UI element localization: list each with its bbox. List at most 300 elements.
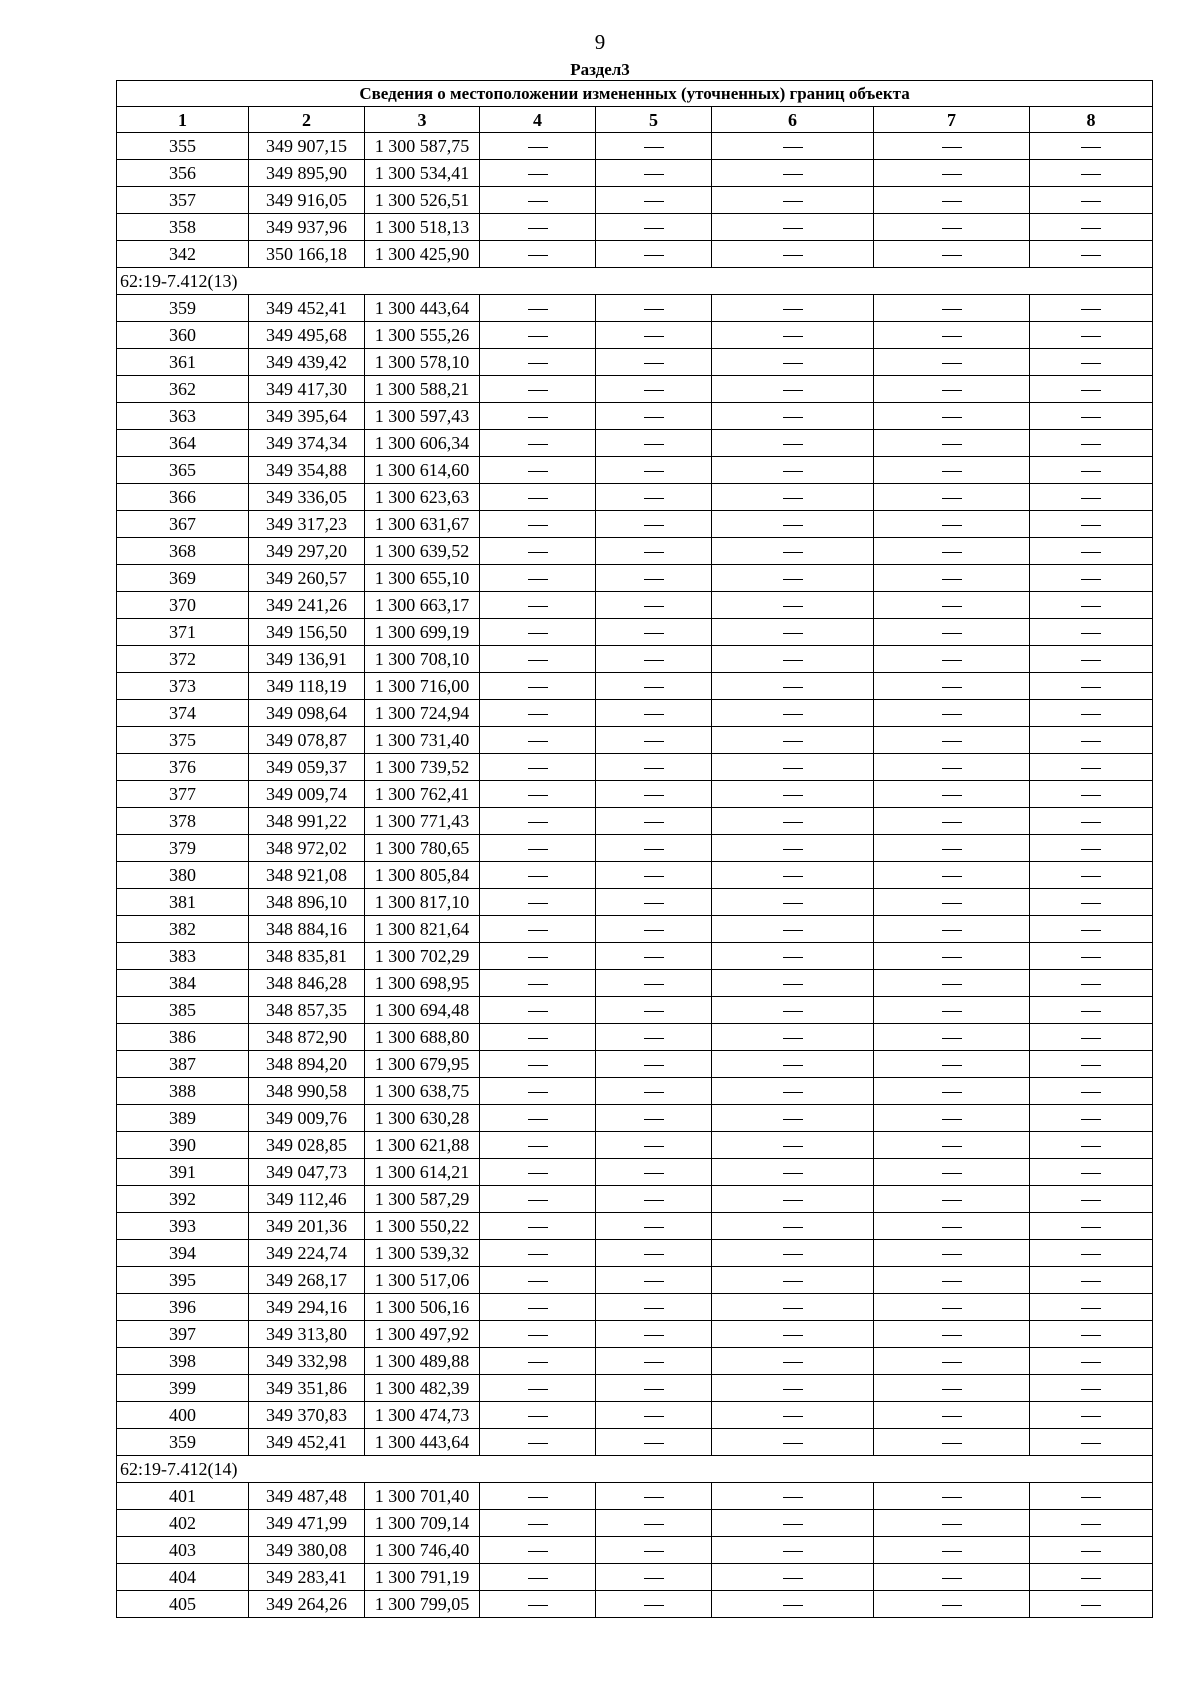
empty-cell: [712, 916, 874, 943]
y-coordinate-cell: 1 300 534,41: [365, 160, 480, 187]
dash-mark: [644, 633, 664, 634]
dash-mark: [528, 606, 548, 607]
dash-mark: [1081, 1200, 1101, 1201]
dash-mark: [644, 876, 664, 877]
table-row: [117, 835, 1153, 862]
empty-cell: [596, 1213, 712, 1240]
empty-cell: [480, 1024, 596, 1051]
empty-cell: [712, 1402, 874, 1429]
dash-mark: [644, 552, 664, 553]
point-number-cell: 378: [117, 808, 249, 835]
group-label: 62:19-7.412(13): [117, 268, 1153, 295]
empty-cell: [596, 457, 712, 484]
table-row: [117, 646, 1153, 673]
dash-mark: [942, 1551, 962, 1552]
table-row: [117, 1267, 1153, 1294]
x-coordinate-cell: 349 916,05: [249, 187, 365, 214]
point-number-cell: 369: [117, 565, 249, 592]
y-coordinate-cell: 1 300 578,10: [365, 349, 480, 376]
point-number-cell: 367: [117, 511, 249, 538]
empty-cell: [1030, 1186, 1153, 1213]
empty-cell: [712, 781, 874, 808]
column-header: 1: [117, 107, 249, 133]
dash-mark: [1081, 1443, 1101, 1444]
point-number-cell: 368: [117, 538, 249, 565]
point-number-cell: 357: [117, 187, 249, 214]
empty-cell: [1030, 970, 1153, 997]
empty-cell: [596, 943, 712, 970]
dash-mark: [783, 1119, 803, 1120]
dash-mark: [942, 1578, 962, 1579]
empty-cell: [874, 1159, 1030, 1186]
x-coordinate-cell: 349 156,50: [249, 619, 365, 646]
y-coordinate-cell: 1 300 587,75: [365, 133, 480, 160]
y-coordinate-cell: 1 300 799,05: [365, 1591, 480, 1618]
empty-cell: [1030, 349, 1153, 376]
empty-cell: [480, 1294, 596, 1321]
table-row: [117, 1078, 1153, 1105]
dash-mark: [528, 390, 548, 391]
x-coordinate-cell: 349 336,05: [249, 484, 365, 511]
dash-mark: [942, 660, 962, 661]
dash-mark: [783, 1389, 803, 1390]
empty-cell: [874, 1132, 1030, 1159]
y-coordinate-cell: 1 300 443,64: [365, 1429, 480, 1456]
empty-cell: [480, 484, 596, 511]
empty-cell: [874, 1294, 1030, 1321]
dash-mark: [1081, 498, 1101, 499]
empty-cell: [1030, 727, 1153, 754]
empty-cell: [712, 322, 874, 349]
empty-cell: [596, 538, 712, 565]
empty-cell: [480, 1510, 596, 1537]
empty-cell: [1030, 1105, 1153, 1132]
group-row: [117, 268, 1153, 295]
x-coordinate-cell: 349 895,90: [249, 160, 365, 187]
empty-cell: [480, 1348, 596, 1375]
dash-mark: [942, 201, 962, 202]
dash-mark: [644, 363, 664, 364]
dash-mark: [783, 1011, 803, 1012]
empty-cell: [712, 1240, 874, 1267]
empty-cell: [874, 1429, 1030, 1456]
dash-mark: [528, 714, 548, 715]
table-row: [117, 1240, 1153, 1267]
y-coordinate-cell: 1 300 731,40: [365, 727, 480, 754]
dash-mark: [644, 174, 664, 175]
empty-cell: [596, 484, 712, 511]
point-number-cell: 396: [117, 1294, 249, 1321]
dash-mark: [528, 687, 548, 688]
x-coordinate-cell: 348 835,81: [249, 943, 365, 970]
dash-mark: [1081, 741, 1101, 742]
empty-cell: [596, 1186, 712, 1213]
dash-mark: [1081, 1173, 1101, 1174]
dash-mark: [783, 606, 803, 607]
dash-mark: [644, 1281, 664, 1282]
dash-mark: [783, 687, 803, 688]
empty-cell: [596, 727, 712, 754]
point-number-cell: 385: [117, 997, 249, 1024]
empty-cell: [480, 754, 596, 781]
dash-mark: [528, 849, 548, 850]
empty-cell: [874, 1537, 1030, 1564]
x-coordinate-cell: 349 294,16: [249, 1294, 365, 1321]
y-coordinate-cell: 1 300 716,00: [365, 673, 480, 700]
dash-mark: [528, 309, 548, 310]
point-number-cell: 342: [117, 241, 249, 268]
y-coordinate-cell: 1 300 746,40: [365, 1537, 480, 1564]
dash-mark: [644, 498, 664, 499]
y-coordinate-cell: 1 300 506,16: [365, 1294, 480, 1321]
dash-mark: [942, 984, 962, 985]
dash-mark: [942, 552, 962, 553]
dash-mark: [528, 336, 548, 337]
empty-cell: [1030, 1537, 1153, 1564]
empty-cell: [480, 403, 596, 430]
dash-mark: [942, 228, 962, 229]
dash-mark: [783, 822, 803, 823]
y-coordinate-cell: 1 300 587,29: [365, 1186, 480, 1213]
column-header: 8: [1030, 107, 1153, 133]
empty-cell: [712, 484, 874, 511]
dash-mark: [528, 984, 548, 985]
empty-cell: [874, 700, 1030, 727]
point-number-cell: 381: [117, 889, 249, 916]
table-row: [117, 997, 1153, 1024]
dash-mark: [528, 660, 548, 661]
dash-mark: [783, 903, 803, 904]
dash-mark: [1081, 174, 1101, 175]
dash-mark: [644, 147, 664, 148]
point-number-cell: 355: [117, 133, 249, 160]
empty-cell: [1030, 1591, 1153, 1618]
y-coordinate-cell: 1 300 739,52: [365, 754, 480, 781]
empty-cell: [596, 1510, 712, 1537]
dash-mark: [644, 1227, 664, 1228]
empty-cell: [712, 511, 874, 538]
dash-mark: [528, 1605, 548, 1606]
point-number-cell: 380: [117, 862, 249, 889]
empty-cell: [480, 1186, 596, 1213]
empty-cell: [480, 1429, 596, 1456]
empty-cell: [712, 1591, 874, 1618]
empty-cell: [480, 376, 596, 403]
table-row: [117, 1186, 1153, 1213]
empty-cell: [712, 1294, 874, 1321]
dash-mark: [644, 309, 664, 310]
y-coordinate-cell: 1 300 791,19: [365, 1564, 480, 1591]
table-caption-row: [117, 81, 1153, 107]
point-number-cell: 400: [117, 1402, 249, 1429]
y-coordinate-cell: 1 300 655,10: [365, 565, 480, 592]
dash-mark: [528, 444, 548, 445]
empty-cell: [874, 1186, 1030, 1213]
coordinates-table: [116, 80, 1153, 1618]
empty-cell: [596, 592, 712, 619]
dash-mark: [942, 741, 962, 742]
x-coordinate-cell: 349 264,26: [249, 1591, 365, 1618]
dash-mark: [644, 228, 664, 229]
empty-cell: [1030, 322, 1153, 349]
dash-mark: [783, 525, 803, 526]
empty-cell: [712, 214, 874, 241]
dash-mark: [1081, 363, 1101, 364]
point-number-cell: 361: [117, 349, 249, 376]
dash-mark: [1081, 1551, 1101, 1552]
dash-mark: [783, 1605, 803, 1606]
empty-cell: [712, 943, 874, 970]
dash-mark: [942, 1362, 962, 1363]
dash-mark: [942, 606, 962, 607]
dash-mark: [644, 1335, 664, 1336]
empty-cell: [874, 1375, 1030, 1402]
dash-mark: [528, 633, 548, 634]
empty-cell: [712, 1537, 874, 1564]
empty-cell: [480, 673, 596, 700]
empty-cell: [596, 1564, 712, 1591]
dash-mark: [942, 1092, 962, 1093]
table-row: [117, 565, 1153, 592]
empty-cell: [1030, 781, 1153, 808]
empty-cell: [712, 1186, 874, 1213]
point-number-cell: 376: [117, 754, 249, 781]
dash-mark: [528, 768, 548, 769]
dash-mark: [1081, 903, 1101, 904]
column-header: 2: [249, 107, 365, 133]
dash-mark: [528, 957, 548, 958]
dash-mark: [528, 1011, 548, 1012]
x-coordinate-cell: 349 283,41: [249, 1564, 365, 1591]
x-coordinate-cell: 349 047,73: [249, 1159, 365, 1186]
empty-cell: [480, 457, 596, 484]
dash-mark: [1081, 309, 1101, 310]
empty-cell: [596, 862, 712, 889]
dash-mark: [1081, 1146, 1101, 1147]
table-row: [117, 1510, 1153, 1537]
dash-mark: [528, 471, 548, 472]
empty-cell: [712, 430, 874, 457]
dash-mark: [942, 255, 962, 256]
empty-cell: [874, 1591, 1030, 1618]
dash-mark: [528, 795, 548, 796]
empty-cell: [480, 916, 596, 943]
y-coordinate-cell: 1 300 621,88: [365, 1132, 480, 1159]
empty-cell: [712, 808, 874, 835]
dash-mark: [783, 1443, 803, 1444]
empty-cell: [712, 835, 874, 862]
y-coordinate-cell: 1 300 699,19: [365, 619, 480, 646]
empty-cell: [874, 862, 1030, 889]
empty-cell: [596, 133, 712, 160]
empty-cell: [480, 133, 596, 160]
empty-cell: [712, 1429, 874, 1456]
empty-cell: [1030, 754, 1153, 781]
dash-mark: [1081, 606, 1101, 607]
dash-mark: [942, 714, 962, 715]
x-coordinate-cell: 348 896,10: [249, 889, 365, 916]
empty-cell: [1030, 1348, 1153, 1375]
dash-mark: [942, 1254, 962, 1255]
dash-mark: [528, 228, 548, 229]
table-row: [117, 1213, 1153, 1240]
y-coordinate-cell: 1 300 539,32: [365, 1240, 480, 1267]
empty-cell: [712, 619, 874, 646]
dash-mark: [528, 1200, 548, 1201]
dash-mark: [942, 1011, 962, 1012]
y-coordinate-cell: 1 300 694,48: [365, 997, 480, 1024]
dash-mark: [942, 417, 962, 418]
table-row: [117, 754, 1153, 781]
empty-cell: [712, 403, 874, 430]
empty-cell: [874, 1213, 1030, 1240]
y-coordinate-cell: 1 300 702,29: [365, 943, 480, 970]
table-row: [117, 376, 1153, 403]
empty-cell: [874, 1510, 1030, 1537]
empty-cell: [1030, 1024, 1153, 1051]
empty-cell: [1030, 862, 1153, 889]
empty-cell: [874, 133, 1030, 160]
dash-mark: [783, 1281, 803, 1282]
dash-mark: [783, 417, 803, 418]
dash-mark: [942, 1065, 962, 1066]
table-row: [117, 1132, 1153, 1159]
table-row: [117, 1321, 1153, 1348]
empty-cell: [1030, 565, 1153, 592]
dash-mark: [1081, 255, 1101, 256]
y-coordinate-cell: 1 300 762,41: [365, 781, 480, 808]
empty-cell: [874, 646, 1030, 673]
table-row: [117, 673, 1153, 700]
dash-mark: [783, 579, 803, 580]
dash-mark: [1081, 1119, 1101, 1120]
dash-mark: [1081, 336, 1101, 337]
dash-mark: [644, 1362, 664, 1363]
y-coordinate-cell: 1 300 623,63: [365, 484, 480, 511]
table-row: [117, 241, 1153, 268]
dash-mark: [942, 957, 962, 958]
dash-mark: [783, 1038, 803, 1039]
empty-cell: [596, 754, 712, 781]
table-row: [117, 727, 1153, 754]
x-coordinate-cell: 349 112,46: [249, 1186, 365, 1213]
point-number-cell: 395: [117, 1267, 249, 1294]
point-number-cell: 370: [117, 592, 249, 619]
dash-mark: [783, 660, 803, 661]
empty-cell: [480, 646, 596, 673]
empty-cell: [596, 1132, 712, 1159]
empty-cell: [480, 862, 596, 889]
table-row: [117, 457, 1153, 484]
dash-mark: [644, 903, 664, 904]
x-coordinate-cell: 348 884,16: [249, 916, 365, 943]
empty-cell: [874, 916, 1030, 943]
empty-cell: [480, 592, 596, 619]
dash-mark: [1081, 147, 1101, 148]
x-coordinate-cell: 348 921,08: [249, 862, 365, 889]
empty-cell: [1030, 916, 1153, 943]
empty-cell: [480, 511, 596, 538]
empty-cell: [712, 160, 874, 187]
empty-cell: [480, 322, 596, 349]
dash-mark: [644, 1497, 664, 1498]
y-coordinate-cell: 1 300 550,22: [365, 1213, 480, 1240]
point-number-cell: 403: [117, 1537, 249, 1564]
empty-cell: [480, 1537, 596, 1564]
y-coordinate-cell: 1 300 780,65: [365, 835, 480, 862]
point-number-cell: 392: [117, 1186, 249, 1213]
dash-mark: [1081, 525, 1101, 526]
dash-mark: [644, 1605, 664, 1606]
empty-cell: [874, 1483, 1030, 1510]
dash-mark: [942, 1497, 962, 1498]
empty-cell: [480, 241, 596, 268]
x-coordinate-cell: 349 201,36: [249, 1213, 365, 1240]
dash-mark: [644, 1173, 664, 1174]
table-row: [117, 619, 1153, 646]
x-coordinate-cell: 349 028,85: [249, 1132, 365, 1159]
dash-mark: [528, 741, 548, 742]
empty-cell: [596, 916, 712, 943]
dash-mark: [1081, 687, 1101, 688]
dash-mark: [942, 498, 962, 499]
empty-cell: [712, 1132, 874, 1159]
empty-cell: [596, 700, 712, 727]
y-coordinate-cell: 1 300 638,75: [365, 1078, 480, 1105]
empty-cell: [480, 970, 596, 997]
dash-mark: [644, 579, 664, 580]
y-coordinate-cell: 1 300 555,26: [365, 322, 480, 349]
dash-mark: [1081, 822, 1101, 823]
dash-mark: [783, 957, 803, 958]
empty-cell: [596, 160, 712, 187]
dash-mark: [644, 525, 664, 526]
point-number-cell: 393: [117, 1213, 249, 1240]
empty-cell: [1030, 943, 1153, 970]
point-number-cell: 391: [117, 1159, 249, 1186]
empty-cell: [874, 214, 1030, 241]
empty-cell: [712, 970, 874, 997]
dash-mark: [528, 1389, 548, 1390]
dash-mark: [644, 687, 664, 688]
dash-mark: [528, 1578, 548, 1579]
empty-cell: [874, 835, 1030, 862]
empty-cell: [480, 1402, 596, 1429]
dash-mark: [1081, 876, 1101, 877]
dash-mark: [1081, 1227, 1101, 1228]
empty-cell: [480, 430, 596, 457]
point-number-cell: 398: [117, 1348, 249, 1375]
x-coordinate-cell: 348 857,35: [249, 997, 365, 1024]
point-number-cell: 390: [117, 1132, 249, 1159]
dash-mark: [528, 1524, 548, 1525]
y-coordinate-cell: 1 300 679,95: [365, 1051, 480, 1078]
empty-cell: [874, 349, 1030, 376]
dash-mark: [1081, 1335, 1101, 1336]
y-coordinate-cell: 1 300 443,64: [365, 295, 480, 322]
empty-cell: [712, 889, 874, 916]
x-coordinate-cell: 349 395,64: [249, 403, 365, 430]
dash-mark: [644, 1011, 664, 1012]
empty-cell: [596, 1321, 712, 1348]
point-number-cell: 364: [117, 430, 249, 457]
empty-cell: [480, 349, 596, 376]
dash-mark: [783, 633, 803, 634]
empty-cell: [480, 727, 596, 754]
empty-cell: [1030, 1159, 1153, 1186]
table-row: [117, 160, 1153, 187]
empty-cell: [874, 430, 1030, 457]
